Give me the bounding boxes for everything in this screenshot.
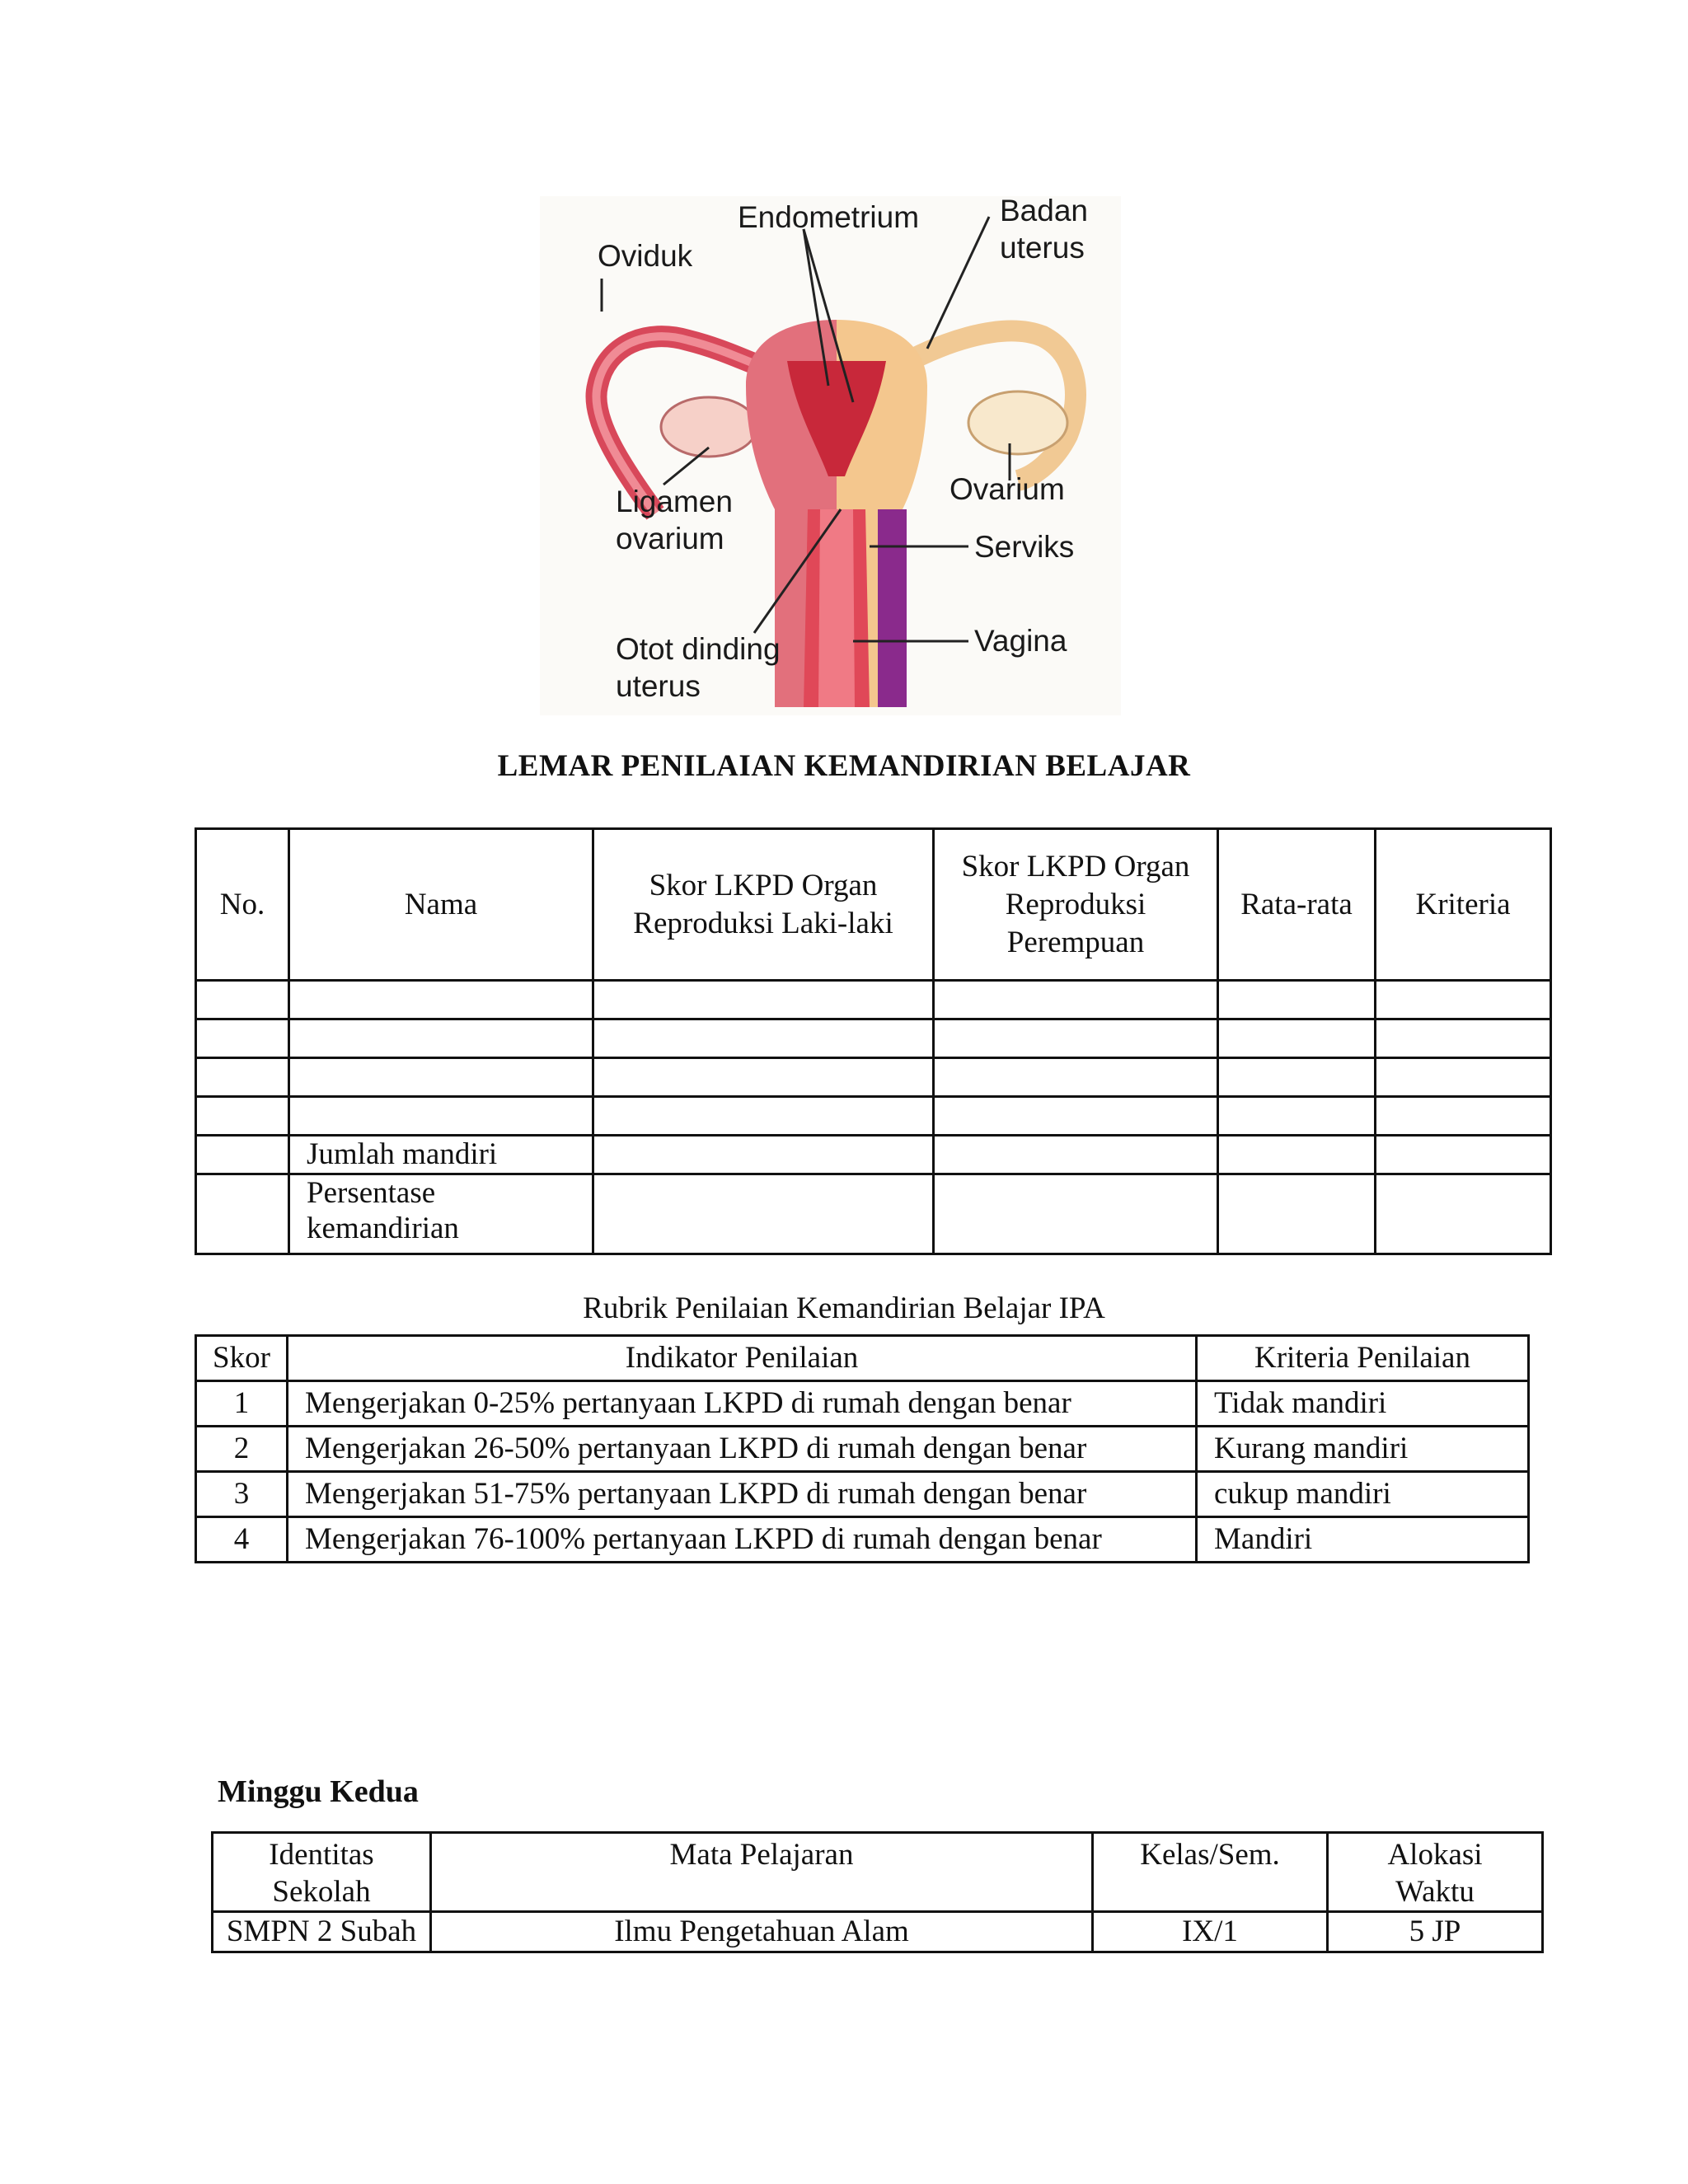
rubric-row	[196, 1381, 1529, 1427]
header-mapel: Mata Pelajaran	[431, 1833, 1093, 1912]
rubric-skor: 1	[196, 1381, 288, 1427]
header-alokasi	[1328, 1833, 1543, 1912]
cervix-region	[878, 509, 907, 707]
identity-row	[213, 1912, 1543, 1952]
rubric-indikator: Mengerjakan 26-50% pertanyaan LKPD di rumah dengan benar	[288, 1427, 1197, 1472]
week-heading: Minggu Kedua	[218, 1774, 419, 1809]
rubric-row	[196, 1427, 1529, 1472]
table-row	[196, 981, 1551, 1019]
rubric-kriteria: Tidak mandiri	[1197, 1381, 1529, 1427]
uterus-diagram	[540, 196, 1121, 715]
page-title: LEMAR PENILAIAN KEMANDIRIAN BELAJAR	[497, 749, 1191, 783]
rubric-header-kriteria: Kriteria Penilaian	[1197, 1336, 1529, 1381]
rubric-indikator: Mengerjakan 51-75% pertanyaan LKPD di rumah dengan benar	[288, 1472, 1197, 1517]
rubric-row	[196, 1472, 1529, 1517]
rubric-header-indikator: Indikator Penilaian	[288, 1336, 1197, 1381]
right-ovary	[968, 391, 1067, 454]
uterus-anatomy-figure	[540, 196, 1121, 715]
rubric-caption: Rubrik Penilaian Kemandirian Belajar IPA	[583, 1291, 1105, 1325]
header-rata: Rata-rata	[1218, 829, 1376, 981]
header-nama: Nama	[289, 829, 593, 981]
header-alokasi-line1: Alokasi	[1387, 1838, 1483, 1872]
header-no: No.	[196, 829, 289, 981]
label-otot-2: uterus	[616, 669, 701, 703]
header-identitas-line1: Identitas	[269, 1838, 374, 1872]
header-skor-perempuan: Skor LKPD Organ Reproduksi Perempuan	[934, 829, 1218, 981]
identity-table	[211, 1831, 1544, 1953]
rubric-row	[196, 1517, 1529, 1563]
cell-kelas: IX/1	[1093, 1912, 1328, 1952]
rubric-table	[195, 1334, 1530, 1563]
label-oviduk: Oviduk	[598, 239, 693, 273]
rubric-skor: 4	[196, 1517, 288, 1563]
rubric-header-skor: Skor	[196, 1336, 288, 1381]
header-skor-laki: Skor LKPD Organ Reproduksi Laki-laki	[593, 829, 934, 981]
persentase-row	[196, 1174, 1551, 1254]
label-ligamen-1: Ligamen	[616, 485, 733, 518]
rubric-kriteria: Kurang mandiri	[1197, 1427, 1529, 1472]
jumlah-row	[196, 1136, 1551, 1174]
rubric-header-row	[196, 1336, 1529, 1381]
header-kriteria: Kriteria	[1376, 829, 1551, 981]
rubric-kriteria: cukup mandiri	[1197, 1472, 1529, 1517]
label-otot-1: Otot dinding	[616, 632, 781, 666]
table-row	[196, 1058, 1551, 1097]
label-badan-2: uterus	[1000, 231, 1085, 265]
jumlah-mandiri-label: Jumlah mandiri	[289, 1136, 593, 1174]
label-serviks: Serviks	[974, 530, 1075, 564]
rubric-skor: 2	[196, 1427, 288, 1472]
cell-sekolah: SMPN 2 Subah	[213, 1912, 431, 1952]
label-ovarium: Ovarium	[950, 472, 1065, 506]
vaginal-lumen	[818, 509, 855, 707]
header-identitas-line2: Sekolah	[272, 1875, 371, 1909]
assessment-table	[195, 827, 1552, 1255]
rubric-kriteria: Mandiri	[1197, 1517, 1529, 1563]
label-ligamen-2: ovarium	[616, 522, 724, 555]
cell-mapel: Ilmu Pengetahuan Alam	[431, 1912, 1093, 1952]
rubric-skor: 3	[196, 1472, 288, 1517]
cell-alokasi: 5 JP	[1328, 1912, 1543, 1952]
assessment-header-row	[196, 829, 1551, 981]
table-row	[196, 1097, 1551, 1136]
table-row	[196, 1019, 1551, 1058]
header-alokasi-line2: Waktu	[1395, 1875, 1475, 1909]
persentase-label: Persentase kemandirian	[289, 1174, 593, 1254]
header-identitas	[213, 1833, 431, 1912]
label-vagina: Vagina	[974, 624, 1067, 658]
rubric-indikator: Mengerjakan 0-25% pertanyaan LKPD di rumah dengan benar	[288, 1381, 1197, 1427]
label-badan-1: Badan	[1000, 196, 1088, 227]
label-endometrium: Endometrium	[738, 200, 920, 234]
rubric-indikator: Mengerjakan 76-100% pertanyaan LKPD di rumah dengan benar	[288, 1517, 1197, 1563]
identity-header-row	[213, 1833, 1543, 1912]
header-kelas: Kelas/Sem.	[1093, 1833, 1328, 1912]
